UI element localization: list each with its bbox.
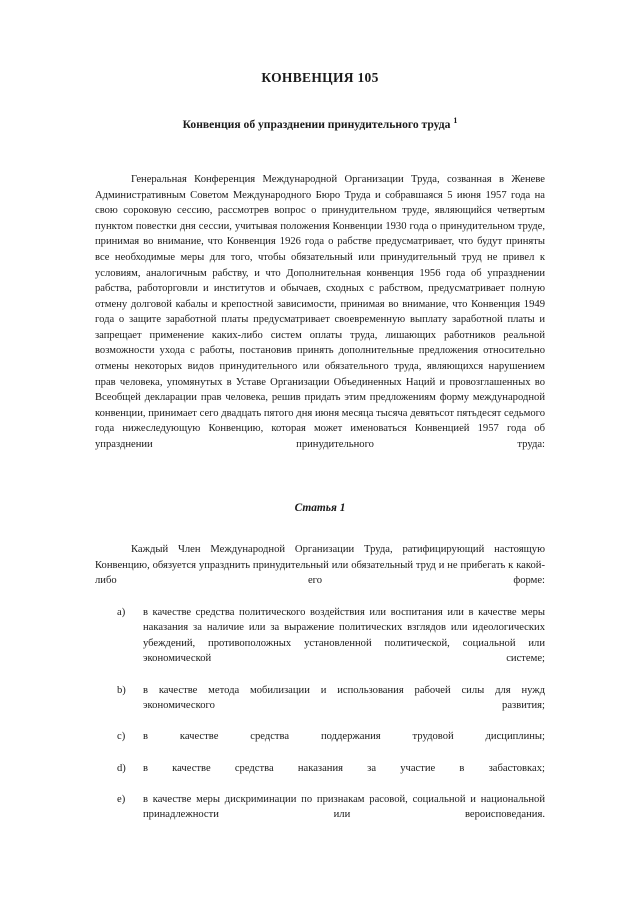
footnote-marker: 1 xyxy=(453,116,458,126)
article-1-body: Каждый Член Международной Организации Труда, ратифицирующий настоящую Конвенцию, обязуется упразднить принудительный или обязательный труд и не прибегать к какой-либо его форме: xyxy=(95,544,545,587)
list-item-text: в качестве средства поддержания трудовой дисциплины; xyxy=(143,731,545,743)
preamble-paragraph: Генеральная Конференция Международной Организации Труда, созванная в Женеве Административным Советом Международного Бюро Труда и собравшаяся 5 июня 1957 года на свою сороковую сессию, рассмотрев вопрос о принудительном труде, являющийся четвертым пунктом повестки дня сессии, учитывая положения Конвенции 1930 года о принудительном труде, принимая во внимание, что Конвенция 1926 года о рабстве предусматривает, что будут приняты все необходимые меры для того, чтобы обязательный или принудительный труд не привел к условиям, аналогичным рабству, и что Дополнительная конвенция 1956 года об упразднении рабства, работорговли и институтов и обычаев, сходных с рабством, предусматривает полную отмену долговой кабалы и крепостной зависимости, принимая во внимание, что Конвенция 1949 года о защите заработной платы предусматривает своевременную выплату заработной платы и запрещает применение каких-либо систем оплаты труда, лишающих работников реальной возможности ухода с работы, постановив принять дополнительные предложения относительно отмены некоторых видов принудительного или обязательного труда, являющихся нарушением прав человека, упомянутых в Уставе Организации Объединенных Наций и провозглашенных во Всеобщей декларации прав человека, решив придать этим предложениям форму международной конвенции, принимает сего двадцать пятого дня июня месяца тысяча девятьсот пятьдесят седьмого года нижеследующую Конвенцию, которая может именоваться Конвенцией 1957 года об упразднении принудительного труда: xyxy=(95,173,545,451)
list-item-marker: a) xyxy=(117,606,126,618)
list-item xyxy=(95,605,545,683)
list-item-marker: c) xyxy=(117,731,126,743)
list-item-text: в качестве метода мобилизации и использования рабочей силы для нужд экономического развития; xyxy=(143,684,545,712)
list-item-text: в качестве средства наказания за участие в забастовках; xyxy=(143,762,545,774)
list-item xyxy=(95,729,545,760)
list-item xyxy=(95,792,545,839)
list-item xyxy=(95,761,545,792)
list-item-text: в качестве меры дискриминации по признакам расовой, социальной и национальной принадлежности или вероисповедания. xyxy=(143,793,545,821)
list-item xyxy=(95,683,545,730)
list-item-marker: d) xyxy=(117,762,126,774)
document-content xyxy=(95,70,545,839)
document-title: КОНВЕНЦИЯ 105 xyxy=(261,70,379,85)
list-item-text: в качестве средства политического воздействия или воспитания или в качестве меры наказания за наличие или за выражение политических взглядов или идеологических убеждений, противоположных установленной политической, социальной или экономической системе; xyxy=(143,606,545,665)
document-subtitle xyxy=(95,116,545,132)
article-1-list xyxy=(95,605,545,839)
document-subtitle-text: Конвенция об упразднении принудительного труда xyxy=(182,118,451,132)
article-1-heading: Статья 1 xyxy=(294,502,346,515)
list-item-marker: e) xyxy=(117,793,126,805)
list-item-marker: b) xyxy=(117,684,126,696)
